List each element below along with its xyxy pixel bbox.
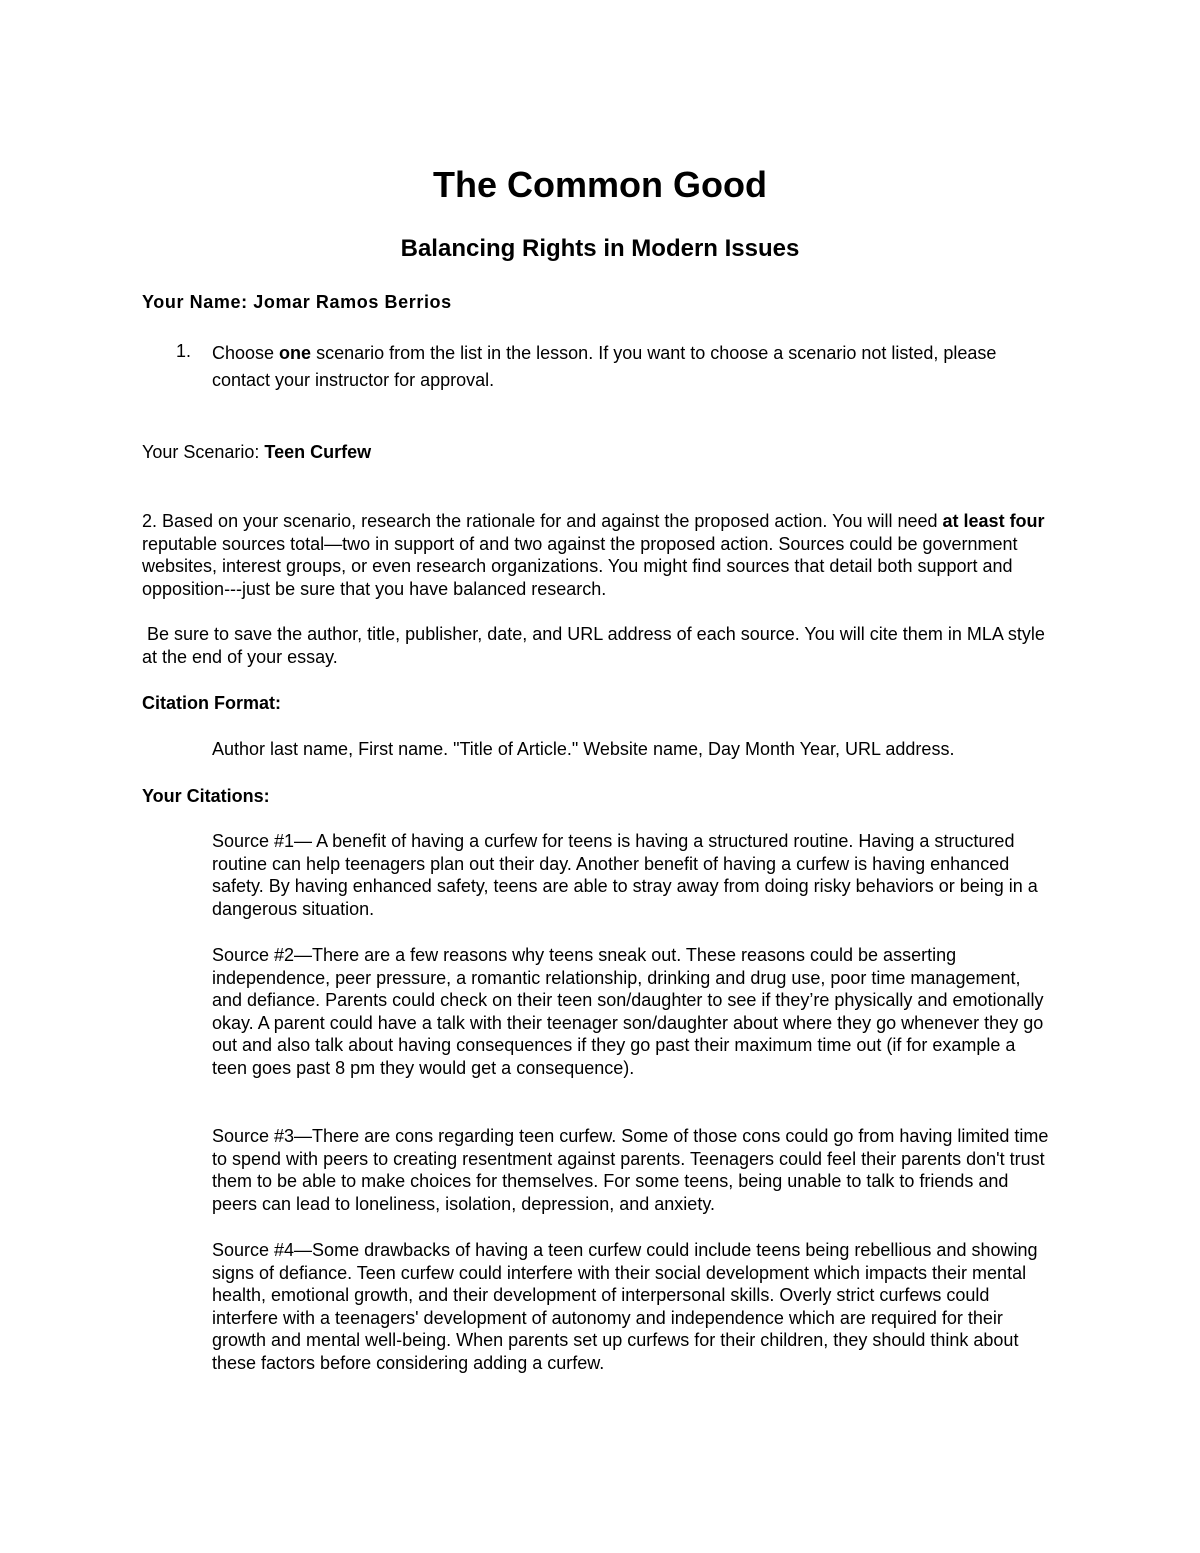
step-1-text-end: scenario from the list in the lesson. If you want to choose a scenario not listed, please contact your instructor for approval. — [212, 343, 997, 390]
source-2: Source #2—There are a few reasons why teens sneak out. These reasons could be asserting independence, peer pressure, a romantic relationship, drinking and drug use, poor time management, and defiance. Parents could check on their teen son/daughter to see if they’re physically and emotionally okay. A parent could have a talk with their teenager son/daughter about where they go whenever they go out and also talk about having consequences if they go past their maximum time out (if for example a teen goes past 8 pm they would get a consequence). — [212, 945, 1044, 1078]
instruction-step-2 — [142, 510, 1062, 600]
step-1-number: 1. — [176, 341, 192, 361]
student-name: Your Name: Jomar Ramos Berrios — [142, 292, 452, 312]
scenario-label: Your Scenario: — [142, 442, 265, 462]
scenario-line — [142, 441, 371, 464]
step-1-emphasis: one — [279, 343, 312, 363]
source-4: Source #4—Some drawbacks of having a teen curfew could include teens being rebellious and showing signs of defiance. Teen curfew could interfere with their social development which impacts their mental health, emotional growth, and their development of interpersonal skills. Overly strict curfews could interfere with a teenagers' development of autonomy and independence which are required for their growth and mental well-being. When parents set up curfews for their children, they should think about these factors before considering adding a curfew. — [212, 1240, 1038, 1373]
source-3: Source #3—There are cons regarding teen curfew. Some of those cons could go from having limited time to spend with peers to creating resentment against parents. Teenagers could feel their parents don't trust them to be able to make choices for themselves. For some teens, being unable to talk to friends and peers can lead to loneliness, isolation, depression, and anxiety. — [212, 1126, 1049, 1214]
save-sources-paragraph: Be sure to save the author, title, publisher, date, and URL address of each source. You will cite them in MLA style at the end of your essay. — [142, 624, 1050, 667]
step-1-text-start: Choose — [212, 343, 280, 363]
document-title: The Common Good — [433, 164, 767, 205]
scenario-value: Teen Curfew — [264, 442, 372, 462]
document-subtitle: Balancing Rights in Modern Issues — [400, 235, 800, 262]
step-2-text-start: 2. Based on your scenario, research the rationale for and against the proposed action. You will need — [142, 511, 943, 531]
step-2-emphasis: at least four — [942, 511, 1045, 531]
step-2-text-end: reputable sources total—two in support of and two against the proposed action. Sources could be government websites, interest groups, or even research organizations. You might find sources that detail both support and opposition---just be sure that you have balanced research. — [142, 533, 1018, 599]
source-1: Source #1— A benefit of having a curfew for teens is having a structured routine. Having a structured routine can help teenagers plan out their day. Another benefit of having a curfew is having enhanced safety. By having enhanced safety, teens are able to stray away from doing risky behaviors or being in a dangerous situation. — [212, 831, 1038, 919]
citation-format-example: Author last name, First name. "Title of Article." Website name, Day Month Year, URL address. — [212, 739, 955, 759]
citation-format-heading: Citation Format: — [142, 693, 281, 713]
your-citations-heading: Your Citations: — [142, 786, 270, 806]
step-1-text — [212, 340, 1042, 394]
